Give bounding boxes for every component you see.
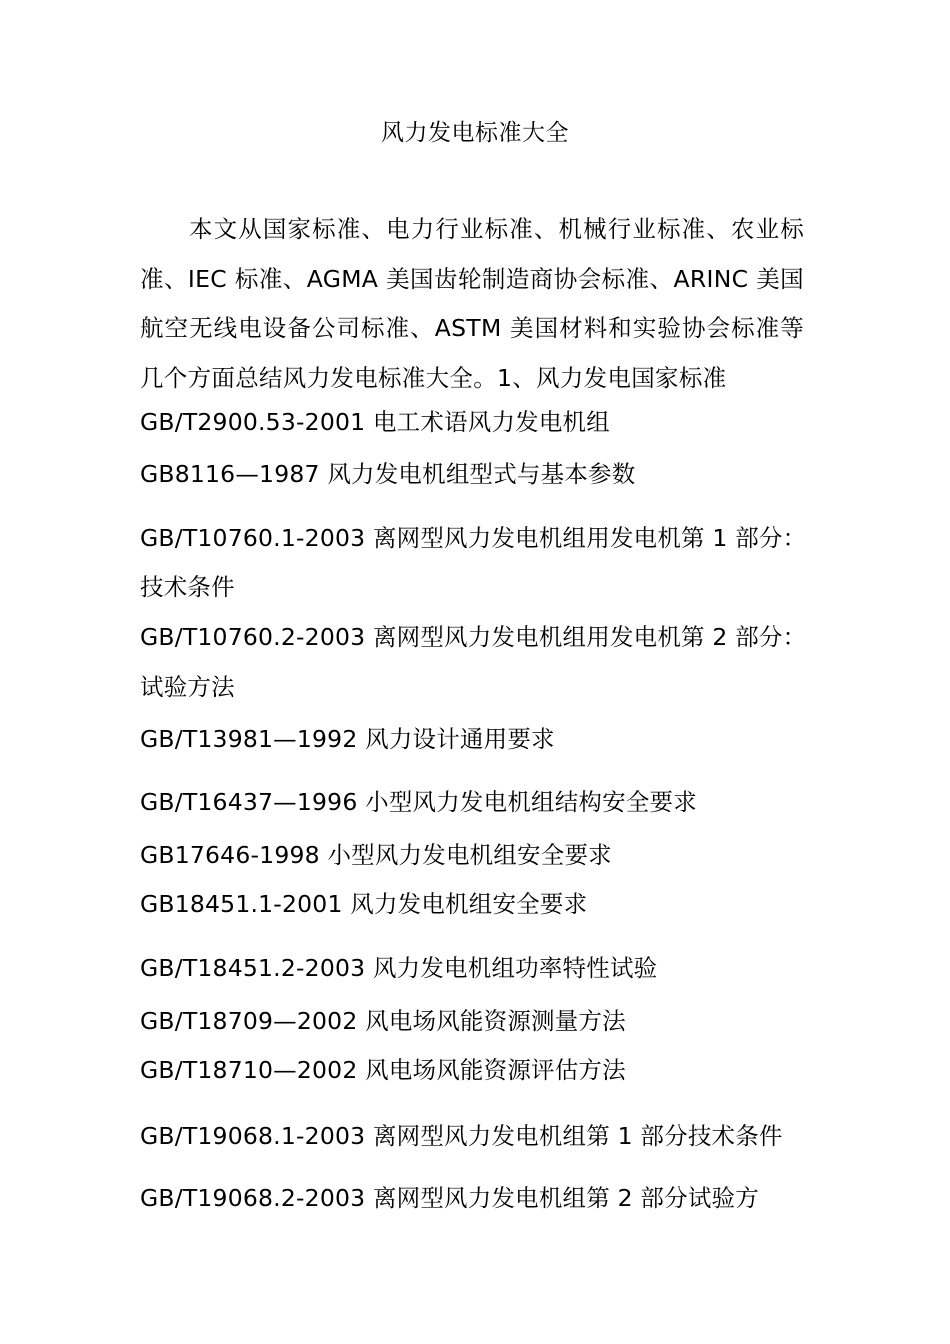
standard-line: GB17646-1998 小型风力发电机组安全要求	[140, 841, 612, 869]
standard-line: GB/T18709—2002 风电场风能资源测量方法	[140, 1007, 626, 1035]
standard-line: GB8116—1987 风力发电机组型式与基本参数	[140, 460, 636, 488]
intro-paragraph: 本文从国家标准、电力行业标准、机械行业标准、农业标准、IEC 标准、AGMA 美国齿轮制造商协会标准、ARINC 美国航空无线电设备公司标准、ASTM 美国材料和实验协会标准等几个方面总结风力发电标准大全。1、风力发电国家标准	[140, 215, 804, 392]
document-title: 风力发电标准大全	[381, 120, 569, 146]
standard-line: 试验方法	[140, 673, 235, 701]
standard-line: GB/T10760.2-2003 离网型风力发电机组用发电机第 2 部分：	[140, 623, 807, 651]
standard-line: GB/T2900.53-2001 电工术语风力发电机组	[140, 408, 610, 436]
standard-line: GB/T18451.2-2003 风力发电机组功率特性试验	[140, 954, 658, 982]
standard-line: GB/T18710—2002 风电场风能资源评估方法	[140, 1056, 626, 1084]
standard-line: GB/T16437—1996 小型风力发电机组结构安全要求	[140, 788, 697, 816]
standard-line: GB/T19068.1-2003 离网型风力发电机组第 1 部分技术条件	[140, 1122, 783, 1150]
standard-line: GB/T19068.2-2003 离网型风力发电机组第 2 部分试验方	[140, 1184, 759, 1212]
standard-line: GB/T13981—1992 风力设计通用要求	[140, 725, 555, 753]
standard-line: GB/T10760.1-2003 离网型风力发电机组用发电机第 1 部分：	[140, 524, 807, 552]
standard-line: GB18451.1-2001 风力发电机组安全要求	[140, 890, 588, 918]
standard-line: 技术条件	[140, 573, 235, 601]
